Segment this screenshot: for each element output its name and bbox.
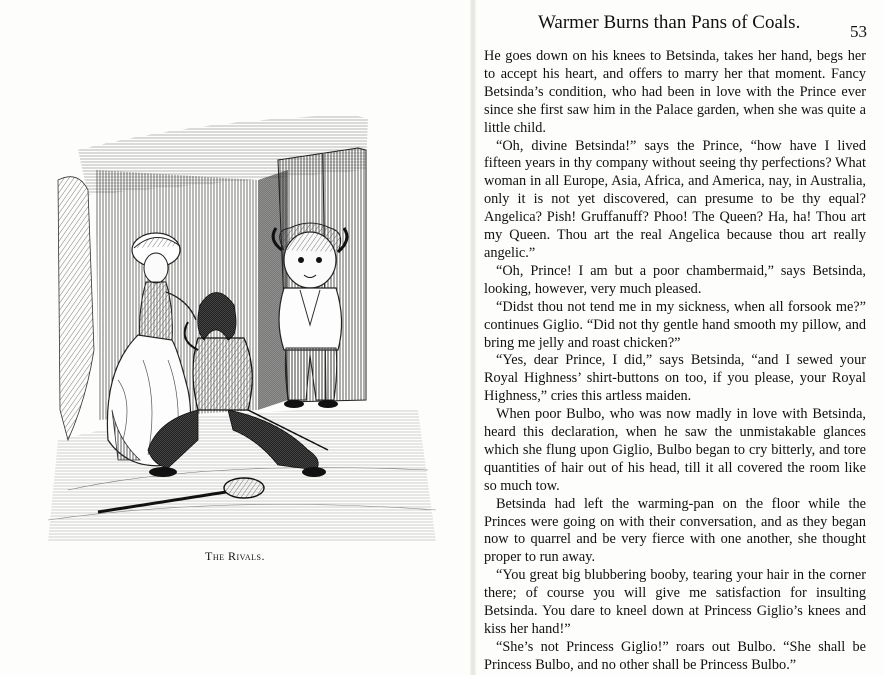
paragraph: He goes down on his knees to Betsinda, takes her hand, begs her to accept his heart, and offers to marry her that moment. Fancy Betsinda’s condition, who had been in love with the Prince ever since she first saw him in the Palace garden, when she was quite a little child. — [484, 48, 866, 136]
book-gutter — [470, 0, 476, 675]
paragraph: “Yes, dear Prince, I did,” says Betsinda, “and I sewed your Royal Highness’ shirt-buttons on too, if you please, your Royal Highness,” cries this artless maiden. — [484, 352, 866, 405]
paragraph: When poor Bulbo, who was now madly in love with Betsinda, heard this declaration, when he saw the unmistakable glances which she flung upon Giglio, Bulbo began to cry bitterly, and tore quantities of hair out of his head, till it all covered the room like so much tow. — [484, 406, 866, 494]
paragraph: “Oh, divine Betsinda!” says the Prince, “how have I lived fifteen years in thy company without seeing thy perfections? What woman in all Europe, Asia, Africa, and America, nay, in Australia, only it is not yet discovered, can presume to be thy equal? Angelica? Pish! Gruffanuff? Phoo! The Queen? Ha, ha! Thou art my Queen. Thou art the real Angelica because thou art really angelic.” — [484, 137, 866, 261]
paragraph: Betsinda had left the warming-pan on the floor while the Princes were going on with their conversation, and as they began now to quarrel and be very fierce with one another, she thought proper to run away. — [484, 495, 866, 566]
paragraph: “Oh, Prince! I am but a poor chambermaid,” says Betsinda, looking, however, very much pleased. — [484, 262, 866, 297]
right-page — [480, 0, 884, 675]
running-head: Warmer Burns than Pans of Coals. — [538, 12, 801, 33]
curtain — [58, 177, 94, 440]
paragraph: “You great big blubbering booby, tearing your hair in the corner there; of course you will give me satisfaction for insulting Betsinda. You dare to kneel down at Princess Giglio’s knees and kiss her hand!” — [484, 567, 866, 637]
paragraph: “She’s not Princess Giglio!” roars out Bulbo. “She shall be Princess Bulbo, and no other shall be Princess Bulbo.” — [484, 638, 866, 673]
engraving-illustration — [48, 110, 436, 542]
paragraph: “Didst thou not tend me in my sickness, when all forsook me?” continues Giglio. “Did not thy gentle hand smooth my pillow, and bring me jelly and roast chicken?” — [484, 298, 866, 351]
page-number: 53 — [850, 22, 867, 41]
body-text — [484, 48, 866, 675]
illustration-caption: The Rivals. — [204, 549, 266, 563]
